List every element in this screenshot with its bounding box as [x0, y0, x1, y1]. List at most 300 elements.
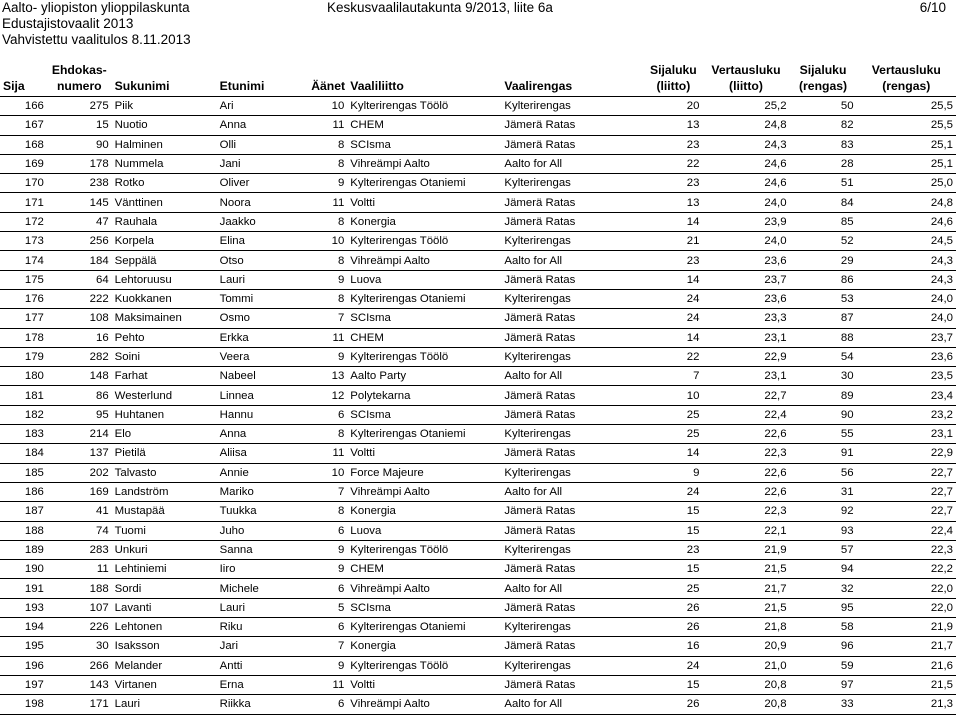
cell-ehdokasnumero: 108: [47, 309, 112, 328]
cell-vertausluku-liitto: 24,3: [702, 135, 789, 154]
cell-sijaluku-rengas: 93: [790, 521, 857, 540]
cell-sijaluku-liitto: 13: [644, 116, 702, 135]
cell-sijaluku-liitto: 26: [644, 618, 702, 637]
cell-vertausluku-liitto: 22,6: [702, 482, 789, 501]
table-row: [0, 232, 956, 251]
cell-sukunimi: Piik: [112, 97, 217, 116]
cell-sija: 167: [0, 116, 47, 135]
cell-vaaliliitto: Vihreämpi Aalto: [347, 482, 501, 501]
cell-etunimi: Otso: [217, 251, 309, 270]
cell-vaalirengas: Kylterirengas: [501, 463, 644, 482]
cell-vertausluku-rengas: 24,0: [857, 309, 956, 328]
cell-vertausluku-liitto: 23,3: [702, 309, 789, 328]
cell-vertausluku-liitto: 25,2: [702, 97, 789, 116]
page-header: [0, 0, 960, 48]
cell-vaaliliitto: Kylterirengas Otaniemi: [347, 174, 501, 193]
cell-ehdokasnumero: 95: [47, 405, 112, 424]
cell-vertausluku-liitto: 20,8: [702, 675, 789, 694]
cell-ehdokasnumero: 16: [47, 328, 112, 347]
cell-sija: 197: [0, 675, 47, 694]
table-row: [0, 270, 956, 289]
col-sijaluku-liitto-line2: (liitto): [656, 79, 691, 93]
cell-sukunimi: Mustapää: [112, 502, 217, 521]
cell-sijaluku-rengas: 51: [790, 174, 857, 193]
col-vertausluku-rengas-line2: (rengas): [882, 79, 931, 93]
cell-etunimi: Iiro: [217, 560, 309, 579]
cell-etunimi: Oliver: [217, 174, 309, 193]
cell-vaaliliitto: Kylterirengas Töölö: [347, 540, 501, 559]
cell-sijaluku-rengas: 94: [790, 560, 857, 579]
cell-ehdokasnumero: 238: [47, 174, 112, 193]
cell-ehdokasnumero: 171: [47, 695, 112, 714]
cell-sukunimi: Lehtiniemi: [112, 560, 217, 579]
cell-vertausluku-rengas: 25,5: [857, 97, 956, 116]
cell-sija: 171: [0, 193, 47, 212]
cell-aanet: 7: [308, 482, 347, 501]
confirmation-date: Vahvistettu vaalitulos 8.11.2013: [2, 32, 191, 47]
cell-sijaluku-liitto: 24: [644, 656, 702, 675]
cell-sijaluku-rengas: 53: [790, 289, 857, 308]
table-row: [0, 309, 956, 328]
cell-vaalirengas: Jämerä Ratas: [501, 135, 644, 154]
cell-ehdokasnumero: 15: [47, 116, 112, 135]
col-sija: Sija: [0, 62, 47, 97]
cell-etunimi: Linnea: [217, 386, 309, 405]
cell-sukunimi: Elo: [112, 425, 217, 444]
cell-sija: 191: [0, 579, 47, 598]
cell-vaalirengas: Jämerä Ratas: [501, 502, 644, 521]
table-row: [0, 598, 956, 617]
cell-etunimi: Erna: [217, 675, 309, 694]
cell-sija: 174: [0, 251, 47, 270]
cell-vaaliliitto: Voltti: [347, 444, 501, 463]
cell-ehdokasnumero: 137: [47, 444, 112, 463]
cell-vertausluku-rengas: 24,0: [857, 289, 956, 308]
cell-vaalirengas: Jämerä Ratas: [501, 560, 644, 579]
cell-aanet: 8: [308, 251, 347, 270]
cell-aanet: 6: [308, 405, 347, 424]
election-name: Edustajistovaalit 2013: [2, 16, 134, 31]
cell-sija: 179: [0, 347, 47, 366]
cell-sukunimi: Pietilä: [112, 444, 217, 463]
cell-vertausluku-liitto: 21,0: [702, 656, 789, 675]
cell-ehdokasnumero: 266: [47, 656, 112, 675]
col-sijaluku-liitto: [644, 62, 702, 97]
cell-vertausluku-liitto: 24,0: [702, 193, 789, 212]
cell-aanet: 6: [308, 521, 347, 540]
cell-sijaluku-liitto: 14: [644, 270, 702, 289]
cell-ehdokasnumero: 256: [47, 232, 112, 251]
cell-aanet: 6: [308, 695, 347, 714]
cell-etunimi: Erkka: [217, 328, 309, 347]
cell-sija: 187: [0, 502, 47, 521]
cell-sukunimi: Virtanen: [112, 675, 217, 694]
cell-vertausluku-rengas: 25,5: [857, 116, 956, 135]
cell-ehdokasnumero: 86: [47, 386, 112, 405]
cell-sijaluku-liitto: 25: [644, 405, 702, 424]
cell-ehdokasnumero: 202: [47, 463, 112, 482]
cell-sukunimi: Pehto: [112, 328, 217, 347]
cell-vaaliliitto: SCIsma: [347, 405, 501, 424]
cell-vaalirengas: Jämerä Ratas: [501, 405, 644, 424]
cell-vertausluku-rengas: 21,7: [857, 637, 956, 656]
cell-vaalirengas: Kylterirengas: [501, 656, 644, 675]
cell-sijaluku-liitto: 24: [644, 309, 702, 328]
cell-sijaluku-rengas: 87: [790, 309, 857, 328]
table-row: [0, 405, 956, 424]
cell-vertausluku-rengas: 22,3: [857, 540, 956, 559]
cell-sijaluku-liitto: 7: [644, 367, 702, 386]
col-vertausluku-rengas-line1: Vertausluku: [871, 63, 941, 77]
cell-sukunimi: Huhtanen: [112, 405, 217, 424]
cell-vaaliliitto: Kylterirengas Töölö: [347, 347, 501, 366]
cell-vaalirengas: Aalto for All: [501, 367, 644, 386]
col-sijaluku-rengas: [790, 62, 857, 97]
col-sukunimi: Sukunimi: [112, 62, 217, 97]
cell-sija: 196: [0, 656, 47, 675]
cell-vaaliliitto: Kylterirengas Otaniemi: [347, 618, 501, 637]
cell-ehdokasnumero: 145: [47, 193, 112, 212]
cell-ehdokasnumero: 90: [47, 135, 112, 154]
cell-aanet: 8: [308, 135, 347, 154]
cell-ehdokasnumero: 282: [47, 347, 112, 366]
cell-vertausluku-rengas: 23,6: [857, 347, 956, 366]
cell-aanet: 8: [308, 502, 347, 521]
cell-sija: 175: [0, 270, 47, 289]
col-vaaliliitto: Vaaliliitto: [347, 62, 501, 97]
cell-vaalirengas: Kylterirengas: [501, 540, 644, 559]
cell-aanet: 11: [308, 116, 347, 135]
cell-ehdokasnumero: 143: [47, 675, 112, 694]
cell-ehdokasnumero: 64: [47, 270, 112, 289]
table-row: [0, 116, 956, 135]
cell-sukunimi: Landström: [112, 482, 217, 501]
cell-vaalirengas: Jämerä Ratas: [501, 309, 644, 328]
cell-sijaluku-liitto: 15: [644, 521, 702, 540]
cell-vertausluku-rengas: 22,7: [857, 502, 956, 521]
cell-sukunimi: Lehtonen: [112, 618, 217, 637]
cell-sija: 178: [0, 328, 47, 347]
cell-vertausluku-liitto: 21,9: [702, 540, 789, 559]
cell-sukunimi: Sordi: [112, 579, 217, 598]
cell-sija: 170: [0, 174, 47, 193]
cell-sijaluku-liitto: 15: [644, 560, 702, 579]
cell-sijaluku-rengas: 52: [790, 232, 857, 251]
table-row: [0, 367, 956, 386]
cell-sukunimi: Rotko: [112, 174, 217, 193]
cell-aanet: 8: [308, 154, 347, 173]
cell-sija: 168: [0, 135, 47, 154]
col-sijaluku-liitto-line1: Sijaluku: [650, 63, 697, 77]
cell-aanet: 9: [308, 347, 347, 366]
cell-vertausluku-rengas: 21,9: [857, 618, 956, 637]
col-vertausluku-liitto-line2: (liitto): [729, 79, 763, 93]
cell-vaalirengas: Kylterirengas: [501, 97, 644, 116]
cell-etunimi: Tommi: [217, 289, 309, 308]
cell-vertausluku-rengas: 23,5: [857, 367, 956, 386]
cell-sukunimi: Halminen: [112, 135, 217, 154]
cell-aanet: 9: [308, 656, 347, 675]
table-row: [0, 347, 956, 366]
cell-sijaluku-rengas: 58: [790, 618, 857, 637]
table-row: [0, 251, 956, 270]
page-number: 6/10: [919, 0, 946, 15]
cell-vaalirengas: Jämerä Ratas: [501, 598, 644, 617]
cell-sijaluku-rengas: 83: [790, 135, 857, 154]
cell-vertausluku-rengas: 21,5: [857, 675, 956, 694]
cell-ehdokasnumero: 275: [47, 97, 112, 116]
cell-etunimi: Olli: [217, 135, 309, 154]
cell-vertausluku-rengas: 22,0: [857, 579, 956, 598]
cell-sijaluku-liitto: 10: [644, 386, 702, 405]
cell-vaaliliitto: Luova: [347, 521, 501, 540]
cell-sijaluku-liitto: 25: [644, 425, 702, 444]
cell-ehdokasnumero: 47: [47, 212, 112, 231]
cell-aanet: 9: [308, 560, 347, 579]
table-row: [0, 174, 956, 193]
cell-sija: 186: [0, 482, 47, 501]
cell-etunimi: Annie: [217, 463, 309, 482]
cell-etunimi: Riku: [217, 618, 309, 637]
col-vertausluku-rengas: [857, 62, 956, 97]
table-row: [0, 212, 956, 231]
cell-vaaliliitto: Vihreämpi Aalto: [347, 695, 501, 714]
cell-etunimi: Aliisa: [217, 444, 309, 463]
cell-sukunimi: Tuomi: [112, 521, 217, 540]
cell-sija: 180: [0, 367, 47, 386]
cell-sijaluku-liitto: 15: [644, 502, 702, 521]
cell-vaaliliitto: SCIsma: [347, 309, 501, 328]
cell-sukunimi: Lavanti: [112, 598, 217, 617]
cell-etunimi: Jani: [217, 154, 309, 173]
table-row: [0, 463, 956, 482]
cell-vertausluku-rengas: 25,1: [857, 135, 956, 154]
cell-vaaliliitto: Vihreämpi Aalto: [347, 251, 501, 270]
cell-aanet: 10: [308, 232, 347, 251]
table-row: [0, 193, 956, 212]
cell-sukunimi: Korpela: [112, 232, 217, 251]
cell-vaalirengas: Kylterirengas: [501, 347, 644, 366]
cell-vertausluku-liitto: 23,9: [702, 212, 789, 231]
cell-sukunimi: Kuokkanen: [112, 289, 217, 308]
table-row: [0, 579, 956, 598]
cell-sijaluku-rengas: 90: [790, 405, 857, 424]
cell-vertausluku-liitto: 21,5: [702, 598, 789, 617]
table-row: [0, 618, 956, 637]
cell-sijaluku-rengas: 85: [790, 212, 857, 231]
cell-vertausluku-liitto: 21,8: [702, 618, 789, 637]
cell-vertausluku-liitto: 23,6: [702, 289, 789, 308]
cell-sijaluku-liitto: 22: [644, 154, 702, 173]
col-etunimi: Etunimi: [217, 62, 309, 97]
table-row: [0, 502, 956, 521]
cell-vertausluku-liitto: 24,6: [702, 154, 789, 173]
cell-vaalirengas: Jämerä Ratas: [501, 270, 644, 289]
cell-ehdokasnumero: 74: [47, 521, 112, 540]
cell-aanet: 5: [308, 598, 347, 617]
cell-vertausluku-rengas: 22,7: [857, 463, 956, 482]
cell-vertausluku-liitto: 23,1: [702, 328, 789, 347]
cell-etunimi: Sanna: [217, 540, 309, 559]
cell-sijaluku-liitto: 13: [644, 193, 702, 212]
cell-vertausluku-liitto: 21,5: [702, 560, 789, 579]
table-row: [0, 386, 956, 405]
cell-sija: 198: [0, 695, 47, 714]
cell-vertausluku-liitto: 24,6: [702, 174, 789, 193]
cell-etunimi: Antti: [217, 656, 309, 675]
cell-sijaluku-liitto: 22: [644, 347, 702, 366]
cell-sijaluku-rengas: 95: [790, 598, 857, 617]
table-row: [0, 97, 956, 116]
cell-sijaluku-rengas: 88: [790, 328, 857, 347]
cell-aanet: 6: [308, 579, 347, 598]
cell-sija: 188: [0, 521, 47, 540]
cell-etunimi: Lauri: [217, 270, 309, 289]
cell-sukunimi: Isaksson: [112, 637, 217, 656]
cell-ehdokasnumero: 283: [47, 540, 112, 559]
cell-etunimi: Tuukka: [217, 502, 309, 521]
cell-vaalirengas: Jämerä Ratas: [501, 521, 644, 540]
cell-etunimi: Ari: [217, 97, 309, 116]
cell-vertausluku-rengas: 24,3: [857, 251, 956, 270]
cell-vaaliliitto: Voltti: [347, 193, 501, 212]
cell-sijaluku-rengas: 32: [790, 579, 857, 598]
cell-sijaluku-rengas: 54: [790, 347, 857, 366]
cell-aanet: 10: [308, 97, 347, 116]
cell-vaalirengas: Jämerä Ratas: [501, 637, 644, 656]
cell-sijaluku-rengas: 89: [790, 386, 857, 405]
cell-vertausluku-rengas: 22,7: [857, 482, 956, 501]
cell-vaaliliitto: SCIsma: [347, 135, 501, 154]
cell-aanet: 9: [308, 270, 347, 289]
cell-sijaluku-liitto: 14: [644, 444, 702, 463]
cell-vaalirengas: Kylterirengas: [501, 232, 644, 251]
col-vertausluku-liitto-line1: Vertausluku: [711, 63, 781, 77]
cell-aanet: 7: [308, 309, 347, 328]
cell-sukunimi: Lehtoruusu: [112, 270, 217, 289]
cell-ehdokasnumero: 214: [47, 425, 112, 444]
cell-sukunimi: Vänttinen: [112, 193, 217, 212]
cell-sijaluku-rengas: 28: [790, 154, 857, 173]
table-body: [0, 97, 956, 715]
cell-ehdokasnumero: 188: [47, 579, 112, 598]
cell-sijaluku-rengas: 50: [790, 97, 857, 116]
header-left: [2, 0, 191, 48]
cell-sukunimi: Nuotio: [112, 116, 217, 135]
col-vaalirengas: Vaalirengas: [501, 62, 644, 97]
cell-aanet: 10: [308, 463, 347, 482]
cell-etunimi: Elina: [217, 232, 309, 251]
cell-sijaluku-liitto: 14: [644, 212, 702, 231]
cell-aanet: 9: [308, 174, 347, 193]
results-table: [0, 62, 956, 715]
cell-vaalirengas: Kylterirengas: [501, 618, 644, 637]
cell-vertausluku-rengas: 23,1: [857, 425, 956, 444]
cell-ehdokasnumero: 41: [47, 502, 112, 521]
cell-aanet: 13: [308, 367, 347, 386]
cell-vaaliliitto: Polytekarna: [347, 386, 501, 405]
table-row: [0, 135, 956, 154]
cell-etunimi: Jari: [217, 637, 309, 656]
cell-vertausluku-liitto: 22,3: [702, 502, 789, 521]
cell-etunimi: Juho: [217, 521, 309, 540]
cell-sija: 169: [0, 154, 47, 173]
cell-ehdokasnumero: 30: [47, 637, 112, 656]
document-reference: Keskusvaalilautakunta 9/2013, liite 6a: [327, 0, 553, 15]
table-row: [0, 425, 956, 444]
cell-etunimi: Nabeel: [217, 367, 309, 386]
cell-etunimi: Osmo: [217, 309, 309, 328]
cell-sija: 184: [0, 444, 47, 463]
cell-sija: 172: [0, 212, 47, 231]
cell-sijaluku-rengas: 84: [790, 193, 857, 212]
cell-vaaliliitto: SCIsma: [347, 598, 501, 617]
cell-aanet: 12: [308, 386, 347, 405]
cell-ehdokasnumero: 184: [47, 251, 112, 270]
cell-sijaluku-rengas: 29: [790, 251, 857, 270]
cell-vaaliliitto: Kylterirengas Töölö: [347, 656, 501, 675]
cell-sukunimi: Lauri: [112, 695, 217, 714]
cell-vaalirengas: Aalto for All: [501, 154, 644, 173]
cell-vaaliliitto: Kylterirengas Otaniemi: [347, 289, 501, 308]
cell-vaaliliitto: Kylterirengas Töölö: [347, 232, 501, 251]
cell-vertausluku-rengas: 23,2: [857, 405, 956, 424]
cell-sijaluku-liitto: 26: [644, 598, 702, 617]
cell-sijaluku-liitto: 24: [644, 482, 702, 501]
cell-ehdokasnumero: 107: [47, 598, 112, 617]
cell-vertausluku-liitto: 20,8: [702, 695, 789, 714]
cell-aanet: 8: [308, 425, 347, 444]
cell-ehdokasnumero: 222: [47, 289, 112, 308]
cell-etunimi: Mariko: [217, 482, 309, 501]
cell-sukunimi: Farhat: [112, 367, 217, 386]
cell-sija: 183: [0, 425, 47, 444]
cell-aanet: 9: [308, 540, 347, 559]
cell-sukunimi: Melander: [112, 656, 217, 675]
cell-aanet: 6: [308, 618, 347, 637]
cell-vaalirengas: Jämerä Ratas: [501, 675, 644, 694]
table-row: [0, 675, 956, 694]
cell-vertausluku-rengas: 24,8: [857, 193, 956, 212]
cell-sijaluku-rengas: 82: [790, 116, 857, 135]
cell-vaalirengas: Kylterirengas: [501, 425, 644, 444]
cell-vertausluku-liitto: 23,1: [702, 367, 789, 386]
cell-sija: 166: [0, 97, 47, 116]
cell-vaaliliitto: CHEM: [347, 560, 501, 579]
cell-aanet: 11: [308, 675, 347, 694]
cell-vertausluku-rengas: 22,4: [857, 521, 956, 540]
table-row: [0, 540, 956, 559]
cell-sukunimi: Soini: [112, 347, 217, 366]
cell-sijaluku-liitto: 23: [644, 135, 702, 154]
cell-sijaluku-liitto: 21: [644, 232, 702, 251]
cell-vertausluku-liitto: 22,3: [702, 444, 789, 463]
cell-vertausluku-liitto: 20,9: [702, 637, 789, 656]
table-row: [0, 521, 956, 540]
cell-vaalirengas: Jämerä Ratas: [501, 328, 644, 347]
cell-ehdokasnumero: 11: [47, 560, 112, 579]
cell-vaaliliitto: CHEM: [347, 328, 501, 347]
cell-vertausluku-rengas: 22,2: [857, 560, 956, 579]
cell-vaaliliitto: Konergia: [347, 637, 501, 656]
table-row: [0, 695, 956, 714]
cell-sijaluku-liitto: 9: [644, 463, 702, 482]
cell-sijaluku-rengas: 56: [790, 463, 857, 482]
cell-sija: 185: [0, 463, 47, 482]
cell-ehdokasnumero: 148: [47, 367, 112, 386]
cell-sijaluku-liitto: 20: [644, 97, 702, 116]
cell-sija: 182: [0, 405, 47, 424]
